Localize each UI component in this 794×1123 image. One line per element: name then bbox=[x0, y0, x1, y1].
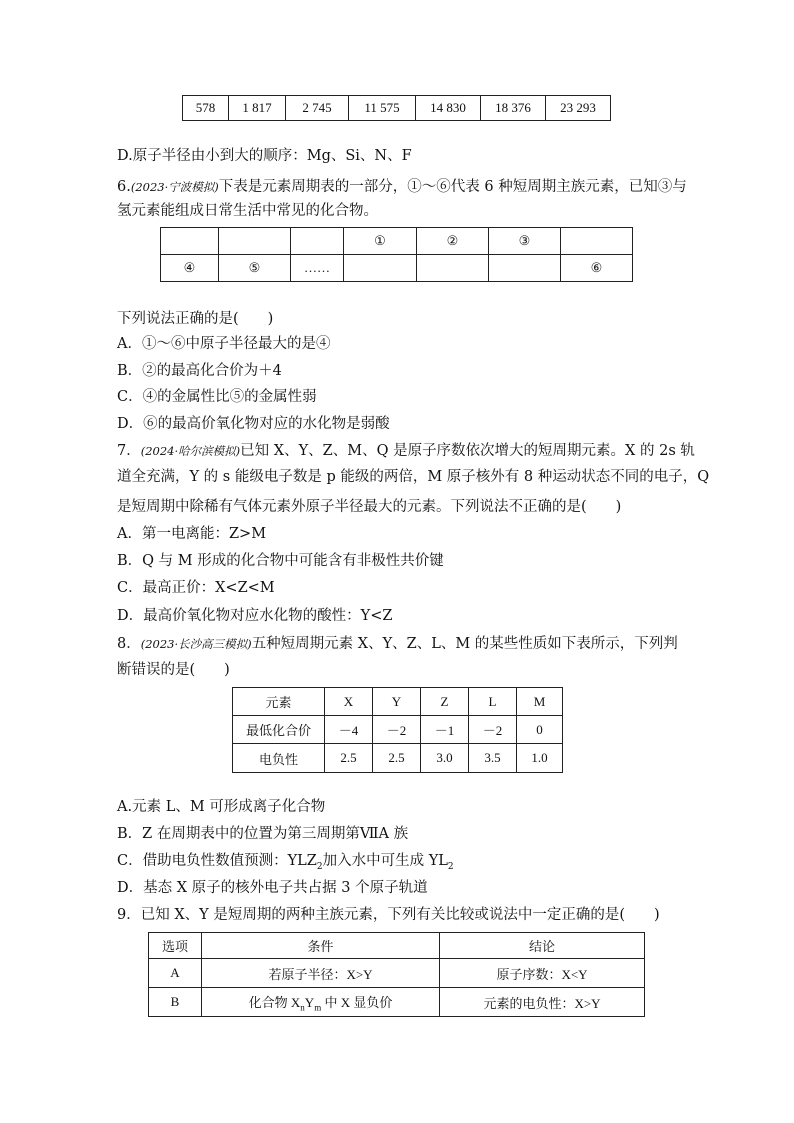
table-row bbox=[233, 688, 563, 716]
subscript: 2 bbox=[316, 861, 323, 872]
table-cell: 1 817 bbox=[229, 96, 286, 121]
q8-option-b: B．Z 在周期表中的位置为第三周期第ⅦA 族 bbox=[117, 826, 409, 842]
table-cell bbox=[219, 228, 291, 255]
q6-option-b: B．②的最高化合价为＋4 bbox=[117, 363, 282, 379]
table-header-cell: M bbox=[517, 688, 563, 716]
table-header-cell: 元素 bbox=[233, 688, 325, 716]
element-properties-table bbox=[232, 687, 563, 773]
table-cell: 电负性 bbox=[233, 744, 325, 773]
table-cell: ⑥ bbox=[561, 255, 633, 282]
subscript: 2 bbox=[447, 861, 454, 872]
q7-source: (2024·哈尔滨模拟) bbox=[140, 444, 241, 458]
table-cell: 0 bbox=[517, 716, 563, 744]
q7-option-d: D．最高价氧化物对应水化物的酸性：Y<Z bbox=[117, 608, 393, 624]
q6-stem-line1 bbox=[117, 177, 687, 197]
table-row bbox=[233, 716, 563, 744]
table-cell: 1.0 bbox=[517, 744, 563, 773]
q8-option-c bbox=[117, 851, 454, 877]
table-row bbox=[161, 228, 633, 255]
q6-option-a: A．①～⑥中原子半径最大的是④ bbox=[117, 336, 331, 352]
cell-text: 中 X 显负价 bbox=[321, 994, 393, 1010]
q8-number: 8． bbox=[117, 636, 141, 652]
table-cell bbox=[417, 255, 489, 282]
q7-stem-text: 已知 X、Y、Z、M、Q 是原子序数依次增大的短周期元素。X 的 2s 轨 bbox=[240, 443, 695, 459]
table-cell: ④ bbox=[161, 255, 219, 282]
table-row bbox=[233, 744, 563, 773]
q8-stem-text: 五种短周期元素 X、Y、Z、L、M 的某些性质如下表所示，下列判 bbox=[251, 636, 678, 652]
table-cell: 11 575 bbox=[349, 96, 416, 121]
table-cell: 23 293 bbox=[546, 96, 611, 121]
table-row bbox=[183, 96, 611, 121]
table-cell bbox=[489, 255, 561, 282]
table-cell: ⑤ bbox=[219, 255, 291, 282]
table-cell: 元素的电负性：X>Y bbox=[440, 988, 645, 1017]
table-cell: 2.5 bbox=[373, 744, 421, 773]
q7-option-a: A．第一电离能：Z>M bbox=[117, 526, 267, 542]
table-cell: 2 745 bbox=[286, 96, 349, 121]
table-cell: 最低化合价 bbox=[233, 716, 325, 744]
q9-options-table bbox=[148, 932, 645, 1017]
q8-option-d: D．基态 X 原子的核外电子共占据 3 个原子轨道 bbox=[117, 880, 428, 896]
cell-text: Y bbox=[304, 994, 315, 1010]
subscript: n bbox=[300, 1002, 305, 1013]
q8-stem-line2: 断错误的是( ) bbox=[117, 662, 230, 678]
q6-source: (2023·宁波模拟) bbox=[130, 180, 219, 194]
table-header-cell: Z bbox=[421, 688, 469, 716]
q8-stem-line1 bbox=[117, 634, 678, 654]
table-cell: －2 bbox=[469, 716, 517, 744]
q9-stem: 9．已知 X、Y 是短周期的两种主族元素，下列有关比较或说法中一定正确的是( ) bbox=[117, 907, 660, 923]
table-cell: 578 bbox=[183, 96, 229, 121]
table-row bbox=[149, 933, 645, 959]
q8-option-c-text: C．借助电负性数值预测：YLZ bbox=[117, 853, 317, 869]
table-cell bbox=[291, 228, 344, 255]
table-cell: B bbox=[149, 988, 202, 1017]
table-header-cell: Y bbox=[373, 688, 421, 716]
table-cell: …… bbox=[291, 255, 344, 282]
q6-question: 下列说法正确的是( ) bbox=[117, 311, 274, 327]
q8-option-a: A.元素 L、M 可形成离子化合物 bbox=[117, 799, 326, 815]
table-cell: 18 376 bbox=[481, 96, 546, 121]
table-cell bbox=[202, 988, 440, 1017]
q6-stem-text: 下表是元素周期表的一部分，①～⑥代表 6 种短周期主族元素，已知③与 bbox=[218, 179, 687, 195]
table-cell: 3.0 bbox=[421, 744, 469, 773]
table-cell: ② bbox=[417, 228, 489, 255]
table-cell: A bbox=[149, 959, 202, 988]
table-cell: －4 bbox=[325, 716, 373, 744]
q6-stem-line2: 氢元素能组成日常生活中常见的化合物。 bbox=[117, 203, 378, 219]
cell-text: 化合物 X bbox=[248, 994, 301, 1010]
subscript: m bbox=[314, 1002, 322, 1013]
q7-number: 7． bbox=[117, 443, 141, 459]
q8-option-c-text: 加入水中可生成 YL bbox=[322, 853, 448, 869]
table-header-cell: 结论 bbox=[440, 933, 645, 959]
q7-option-b: B．Q 与 M 形成的化合物中可能含有非极性共价键 bbox=[117, 553, 444, 569]
q6-option-d: D．⑥的最高价氧化物对应的水化物是弱酸 bbox=[117, 416, 390, 432]
table-cell: 3.5 bbox=[469, 744, 517, 773]
table-cell: 原子序数：X<Y bbox=[440, 959, 645, 988]
q7-stem-line2: 道全充满，Y 的 s 能级电子数是 p 能级的两倍，M 原子核外有 8 种运动状态不同的电子，Q bbox=[117, 469, 710, 485]
table-cell: ③ bbox=[489, 228, 561, 255]
ionization-energy-table bbox=[182, 95, 611, 121]
table-header-cell: 选项 bbox=[149, 933, 202, 959]
table-cell bbox=[561, 228, 633, 255]
table-cell bbox=[161, 228, 219, 255]
table-cell: ① bbox=[344, 228, 417, 255]
table-row bbox=[161, 255, 633, 282]
table-header-cell: X bbox=[325, 688, 373, 716]
q7-stem-line1 bbox=[117, 441, 695, 461]
q7-stem-line3: 是短周期中除稀有气体元素外原子半径最大的元素。下列说法不正确的是( ) bbox=[117, 499, 622, 515]
q7-option-c: C．最高正价：X<Z<M bbox=[117, 580, 275, 596]
q8-source: (2023·长沙高三模拟) bbox=[140, 637, 252, 651]
table-cell: 14 830 bbox=[416, 96, 481, 121]
table-cell: 若原子半径：X>Y bbox=[202, 959, 440, 988]
table-row bbox=[149, 988, 645, 1017]
q5-option-d: D.原子半径由小到大的顺序：Mg、Si、N、F bbox=[117, 148, 412, 164]
q6-number: 6. bbox=[117, 179, 131, 195]
table-cell: －1 bbox=[421, 716, 469, 744]
table-cell: －2 bbox=[373, 716, 421, 744]
table-header-cell: L bbox=[469, 688, 517, 716]
table-header-cell: 条件 bbox=[202, 933, 440, 959]
table-row bbox=[149, 959, 645, 988]
table-cell bbox=[344, 255, 417, 282]
table-cell: 2.5 bbox=[325, 744, 373, 773]
periodic-table-fragment bbox=[160, 227, 633, 282]
q6-option-c: C．④的金属性比⑤的金属性弱 bbox=[117, 389, 317, 405]
